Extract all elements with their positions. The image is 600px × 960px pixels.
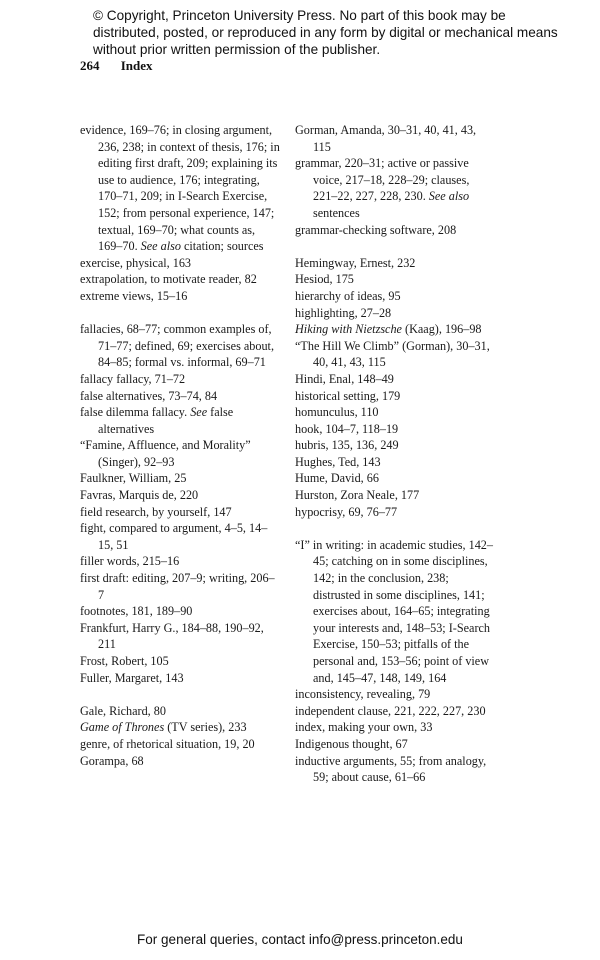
- group-spacer: [80, 686, 280, 703]
- index-entry: [295, 271, 495, 288]
- index-entry-text: filler words, 215–16: [80, 554, 180, 569]
- index-entry-text: hypocrisy, 69, 76–77: [295, 504, 398, 519]
- index-entry-text: historical setting, 179: [295, 388, 401, 403]
- index-entry-text: false dilemma fallacy.: [80, 405, 191, 420]
- index-entry: [295, 404, 495, 421]
- index-entry-text: Faulkner, William, 25: [80, 471, 187, 486]
- index-entry: [295, 338, 495, 371]
- index-entry-italic: Game of Thrones: [80, 720, 165, 735]
- index-entry: [295, 122, 495, 155]
- index-entry: [295, 388, 495, 405]
- index-entry-text: Gale, Richard, 80: [80, 703, 166, 718]
- index-entry: [80, 736, 280, 753]
- index-entry: [80, 470, 280, 487]
- index-entry: [295, 504, 495, 521]
- index-entry-text: hierarchy of ideas, 95: [295, 288, 401, 303]
- index-entry-text: Gorman, Amanda, 30–31, 40, 41, 43, 115: [295, 123, 477, 154]
- index-entry: [80, 404, 280, 437]
- index-entry-text: “I” in writing: in academic studies, 142–45; catching on in some disciplines, 142; in the conclusion, 238; distrusted in some disciplines, 141; exercises about, 164–65; integrating your interests and, 148–53; I-Search Exercise, 150–53; pitfalls of the personal and, 153–56; point of view and, 145–47, 148, 149, 164: [295, 537, 493, 685]
- index-entry: [295, 719, 495, 736]
- index-entry-text: Frost, Robert, 105: [80, 654, 169, 668]
- index-entry: [80, 271, 280, 288]
- index-entry-italic: See also: [428, 189, 470, 204]
- index-entry-text: hook, 104–7, 118–19: [295, 421, 399, 436]
- index-entry-text: evidence, 169–76; in closing argument, 236, 238; in context of thesis, 176; in editing first draft, 209; explaining its use to audience, 176; integrating, 170–71, 209; in I-Search Exercise, 152; from personal experience, 147; textual, 169–70; what counts as, 169–70.: [80, 123, 280, 254]
- index-column-right: [295, 122, 495, 786]
- index-entry: [80, 753, 280, 770]
- index-entry-text: (TV series), 233: [164, 720, 247, 735]
- index-entry-text: extrapolation, to motivate reader, 82: [80, 272, 257, 287]
- index-entry: [295, 305, 495, 322]
- page-number: 264: [80, 58, 100, 73]
- index-entry: [295, 321, 495, 338]
- index-entry-text: homunculus, 110: [295, 405, 379, 420]
- index-entry: [295, 470, 495, 487]
- index-entry: [295, 686, 495, 703]
- index-entry-text: first draft: editing, 207–9; writing, 206–7: [80, 571, 275, 602]
- footer-contact: For general queries, contact info@press.princeton.edu: [137, 932, 463, 947]
- index-entry-text: Gorampa, 68: [80, 753, 144, 768]
- index-entry-text: (Kaag), 196–98: [401, 322, 482, 337]
- index-entry-text: Hurston, Zora Neale, 177: [295, 488, 420, 503]
- index-entry: [80, 620, 280, 653]
- index-entry-text: Frankfurt, Harry G., 184–88, 190–92, 211: [80, 620, 264, 652]
- index-entry: [80, 255, 280, 272]
- index-entry-text: hubris, 135, 136, 249: [295, 438, 399, 453]
- index-entry-text: inconsistency, revealing, 79: [295, 687, 431, 702]
- index-entry-text: inductive arguments, 55; from analogy, 59; about cause, 61–66: [295, 753, 487, 785]
- section-title: Index: [120, 58, 153, 73]
- index-entry-text: grammar, 220–31; active or passive voice, 217–18, 228–29; clauses, 221–22, 227, 228, 230.: [295, 156, 470, 204]
- index-entry: [295, 371, 495, 388]
- index-entry-italic: Hiking with Nietzsche: [295, 322, 402, 337]
- index-entry-text: Hughes, Ted, 143: [295, 454, 381, 469]
- index-entry-text: Fuller, Margaret, 143: [80, 670, 184, 685]
- index-entry-text: Hemingway, Ernest, 232: [295, 255, 416, 270]
- index-entry: [80, 520, 280, 553]
- index-entry-text: Hesiod, 175: [295, 272, 354, 287]
- group-spacer: [80, 305, 280, 322]
- index-entry-text: false alternatives, 73–74, 84: [80, 388, 218, 403]
- index-entry-text: index, making your own, 33: [295, 720, 433, 735]
- index-entry: [80, 703, 280, 720]
- index-entry-text: exercise, physical, 163: [80, 255, 192, 270]
- index-entry: [295, 454, 495, 471]
- running-head: [80, 58, 153, 74]
- index-entry-text: highlighting, 27–28: [295, 305, 392, 320]
- index-entry: [295, 736, 495, 753]
- group-spacer: [295, 238, 495, 255]
- index-entry-text: extreme views, 15–16: [80, 288, 188, 303]
- index-entry-text: field research, by yourself, 147: [80, 504, 232, 519]
- index-column-left: [80, 122, 280, 769]
- index-entry-text: sentences: [313, 205, 360, 220]
- index-entry: [80, 288, 280, 305]
- index-entry-text: grammar-checking software, 208: [295, 222, 457, 237]
- index-entry-text: independent clause, 221, 222, 227, 230: [295, 703, 486, 718]
- index-entry-text: false alternatives: [98, 405, 234, 436]
- index-entry: [295, 537, 495, 686]
- index-entry-text: footnotes, 181, 189–90: [80, 604, 193, 619]
- index-entry: [80, 553, 280, 570]
- index-entry: [295, 703, 495, 720]
- index-entry: [80, 371, 280, 388]
- index-entry-italic: See: [190, 405, 208, 420]
- index-entry: [295, 288, 495, 305]
- copyright-notice: © Copyright, Princeton University Press. No part of this book may be distributed, posted, or reproduced in any form by digital or mechanical means without prior written permission of the publisher.: [93, 8, 558, 57]
- index-entry: [80, 670, 280, 687]
- index-entry: [80, 570, 280, 603]
- index-entry: [295, 437, 495, 454]
- index-entry: [80, 719, 280, 736]
- index-entry-text: fallacies, 68–77; common examples of, 71–77; defined, 69; exercises about, 84–85; formal vs. informal, 69–71: [80, 322, 274, 370]
- index-entry-text: fallacy fallacy, 71–72: [80, 371, 186, 386]
- index-entry: [80, 504, 280, 521]
- index-entry: [295, 487, 495, 504]
- index-entry-text: “The Hill We Climb” (Gorman), 30–31, 40, 41, 43, 115: [295, 338, 490, 370]
- index-entry-text: Hindi, Enal, 148–49: [295, 371, 394, 386]
- index-entry: [80, 487, 280, 504]
- index-entry: [295, 155, 495, 221]
- index-entry: [80, 122, 280, 255]
- index-entry: [295, 222, 495, 239]
- index-entry-text: Indigenous thought, 67: [295, 736, 408, 751]
- index-entry: [295, 753, 495, 786]
- index-entry-text: fight, compared to argument, 4–5, 14–15, 51: [80, 521, 268, 552]
- group-spacer: [295, 520, 495, 537]
- index-entry-text: genre, of rhetorical situation, 19, 20: [80, 736, 255, 751]
- index-entry: [80, 653, 280, 670]
- index-entry-text: Favras, Marquis de, 220: [80, 488, 199, 503]
- index-entry-text: Hume, David, 66: [295, 471, 379, 486]
- index-entry: [80, 388, 280, 405]
- index-entry-text: citation; sources: [180, 239, 264, 254]
- index-entry: [80, 603, 280, 620]
- index-entry: [295, 255, 495, 272]
- index-entry: [295, 421, 495, 438]
- index-entry-text: “Famine, Affluence, and Morality” (Singer), 92–93: [80, 438, 251, 469]
- index-entry: [80, 437, 280, 470]
- index-entry-italic: See also: [140, 239, 181, 254]
- index-entry: [80, 321, 280, 371]
